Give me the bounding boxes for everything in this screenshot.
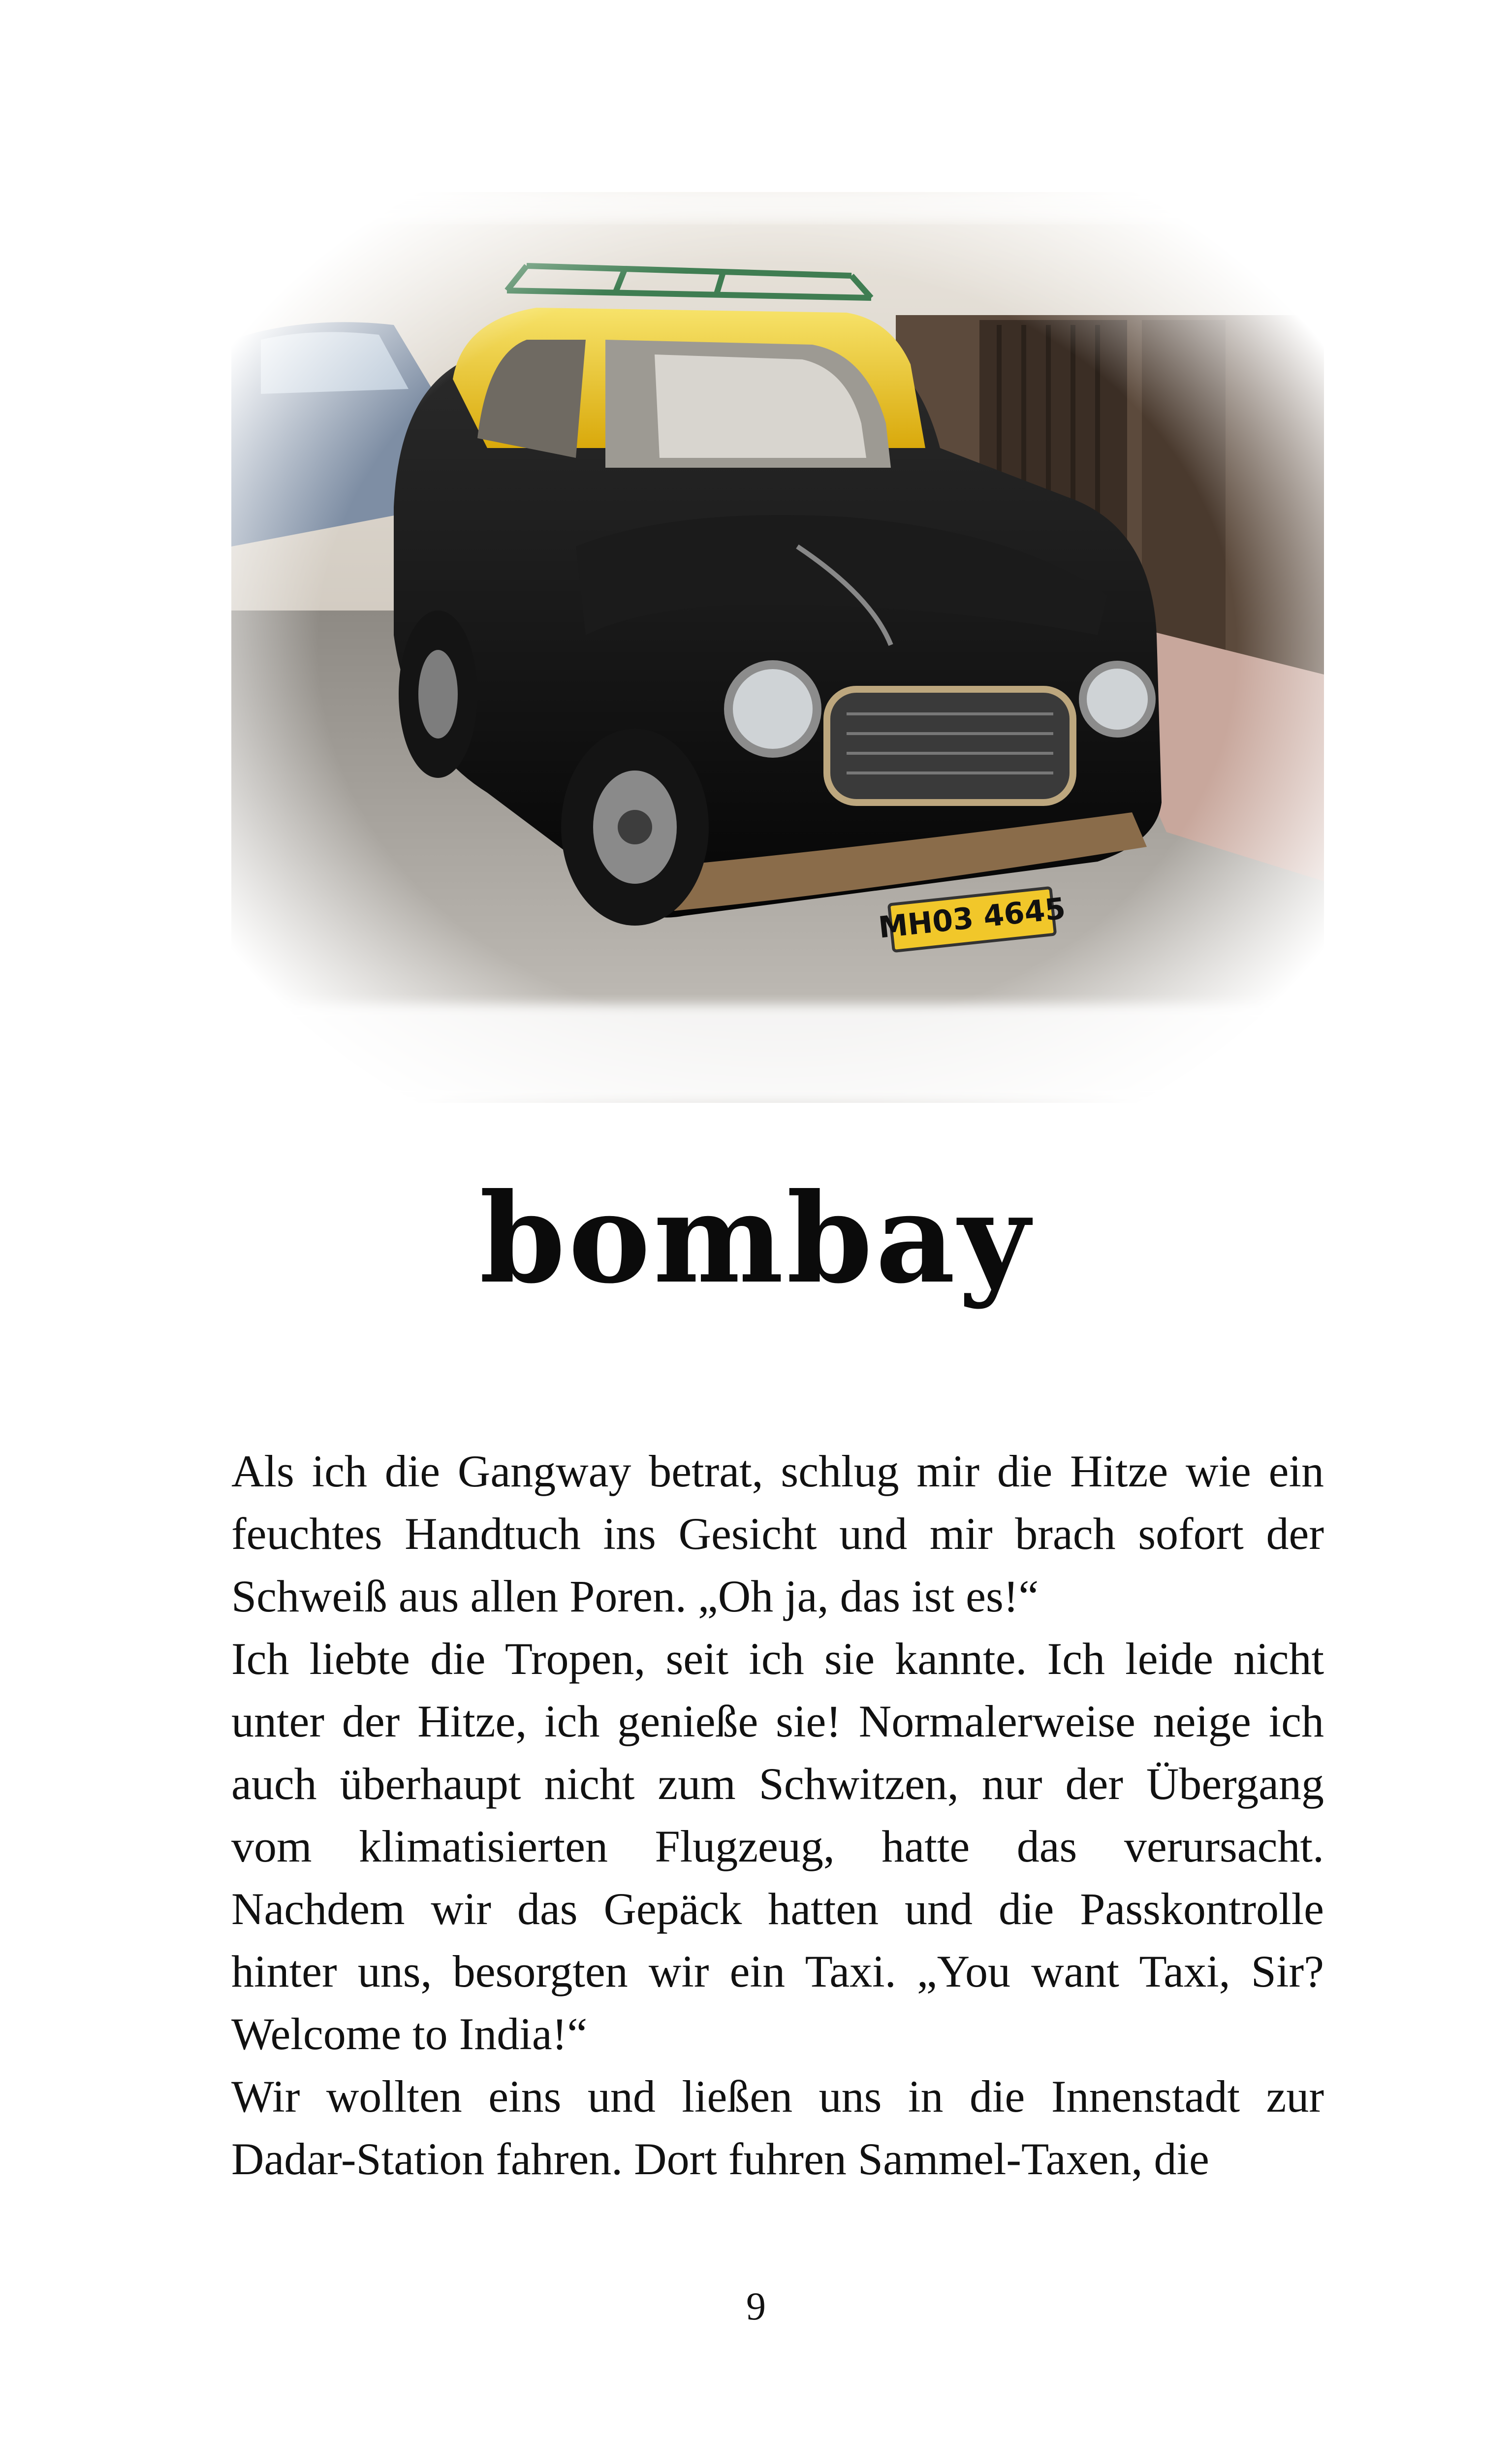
chapter-title-text: bombay — [479, 1166, 1033, 1311]
taxi-photo — [231, 192, 1324, 1103]
paragraph: Wir wollten eins und ließen uns in die Innenstadt zur Dadar-Station fahren. Dort fuhren Sammel-Taxen, die — [231, 2071, 1324, 2184]
page-number: 9 — [746, 2285, 766, 2328]
chapter-title — [0, 1166, 1512, 1311]
taxi-illustration — [231, 192, 1324, 1103]
paragraph: Ich liebte die Tropen, seit ich sie kannte. Ich leide nicht unter der Hitze, ich genieße sie! Normalerweise neige ich auch überhaupt nicht zum Schwitzen, nur der Übergang vom klimatisierten Flugzeug, hatte das verursacht. Nachdem wir das Gepäck hatten und die Passkontrolle hinter uns, besorgten wir ein Taxi. „You want Taxi, Sir? Welcome to India!“ — [231, 1634, 1324, 2059]
body-text — [231, 1440, 1324, 2190]
paragraph: Als ich die Gangway betrat, schlug mir die Hitze wie ein feuchtes Handtuch ins Gesicht und mir brach sofort der Schweiß aus allen Poren. „Oh ja, das ist es!“ — [231, 1446, 1324, 1621]
